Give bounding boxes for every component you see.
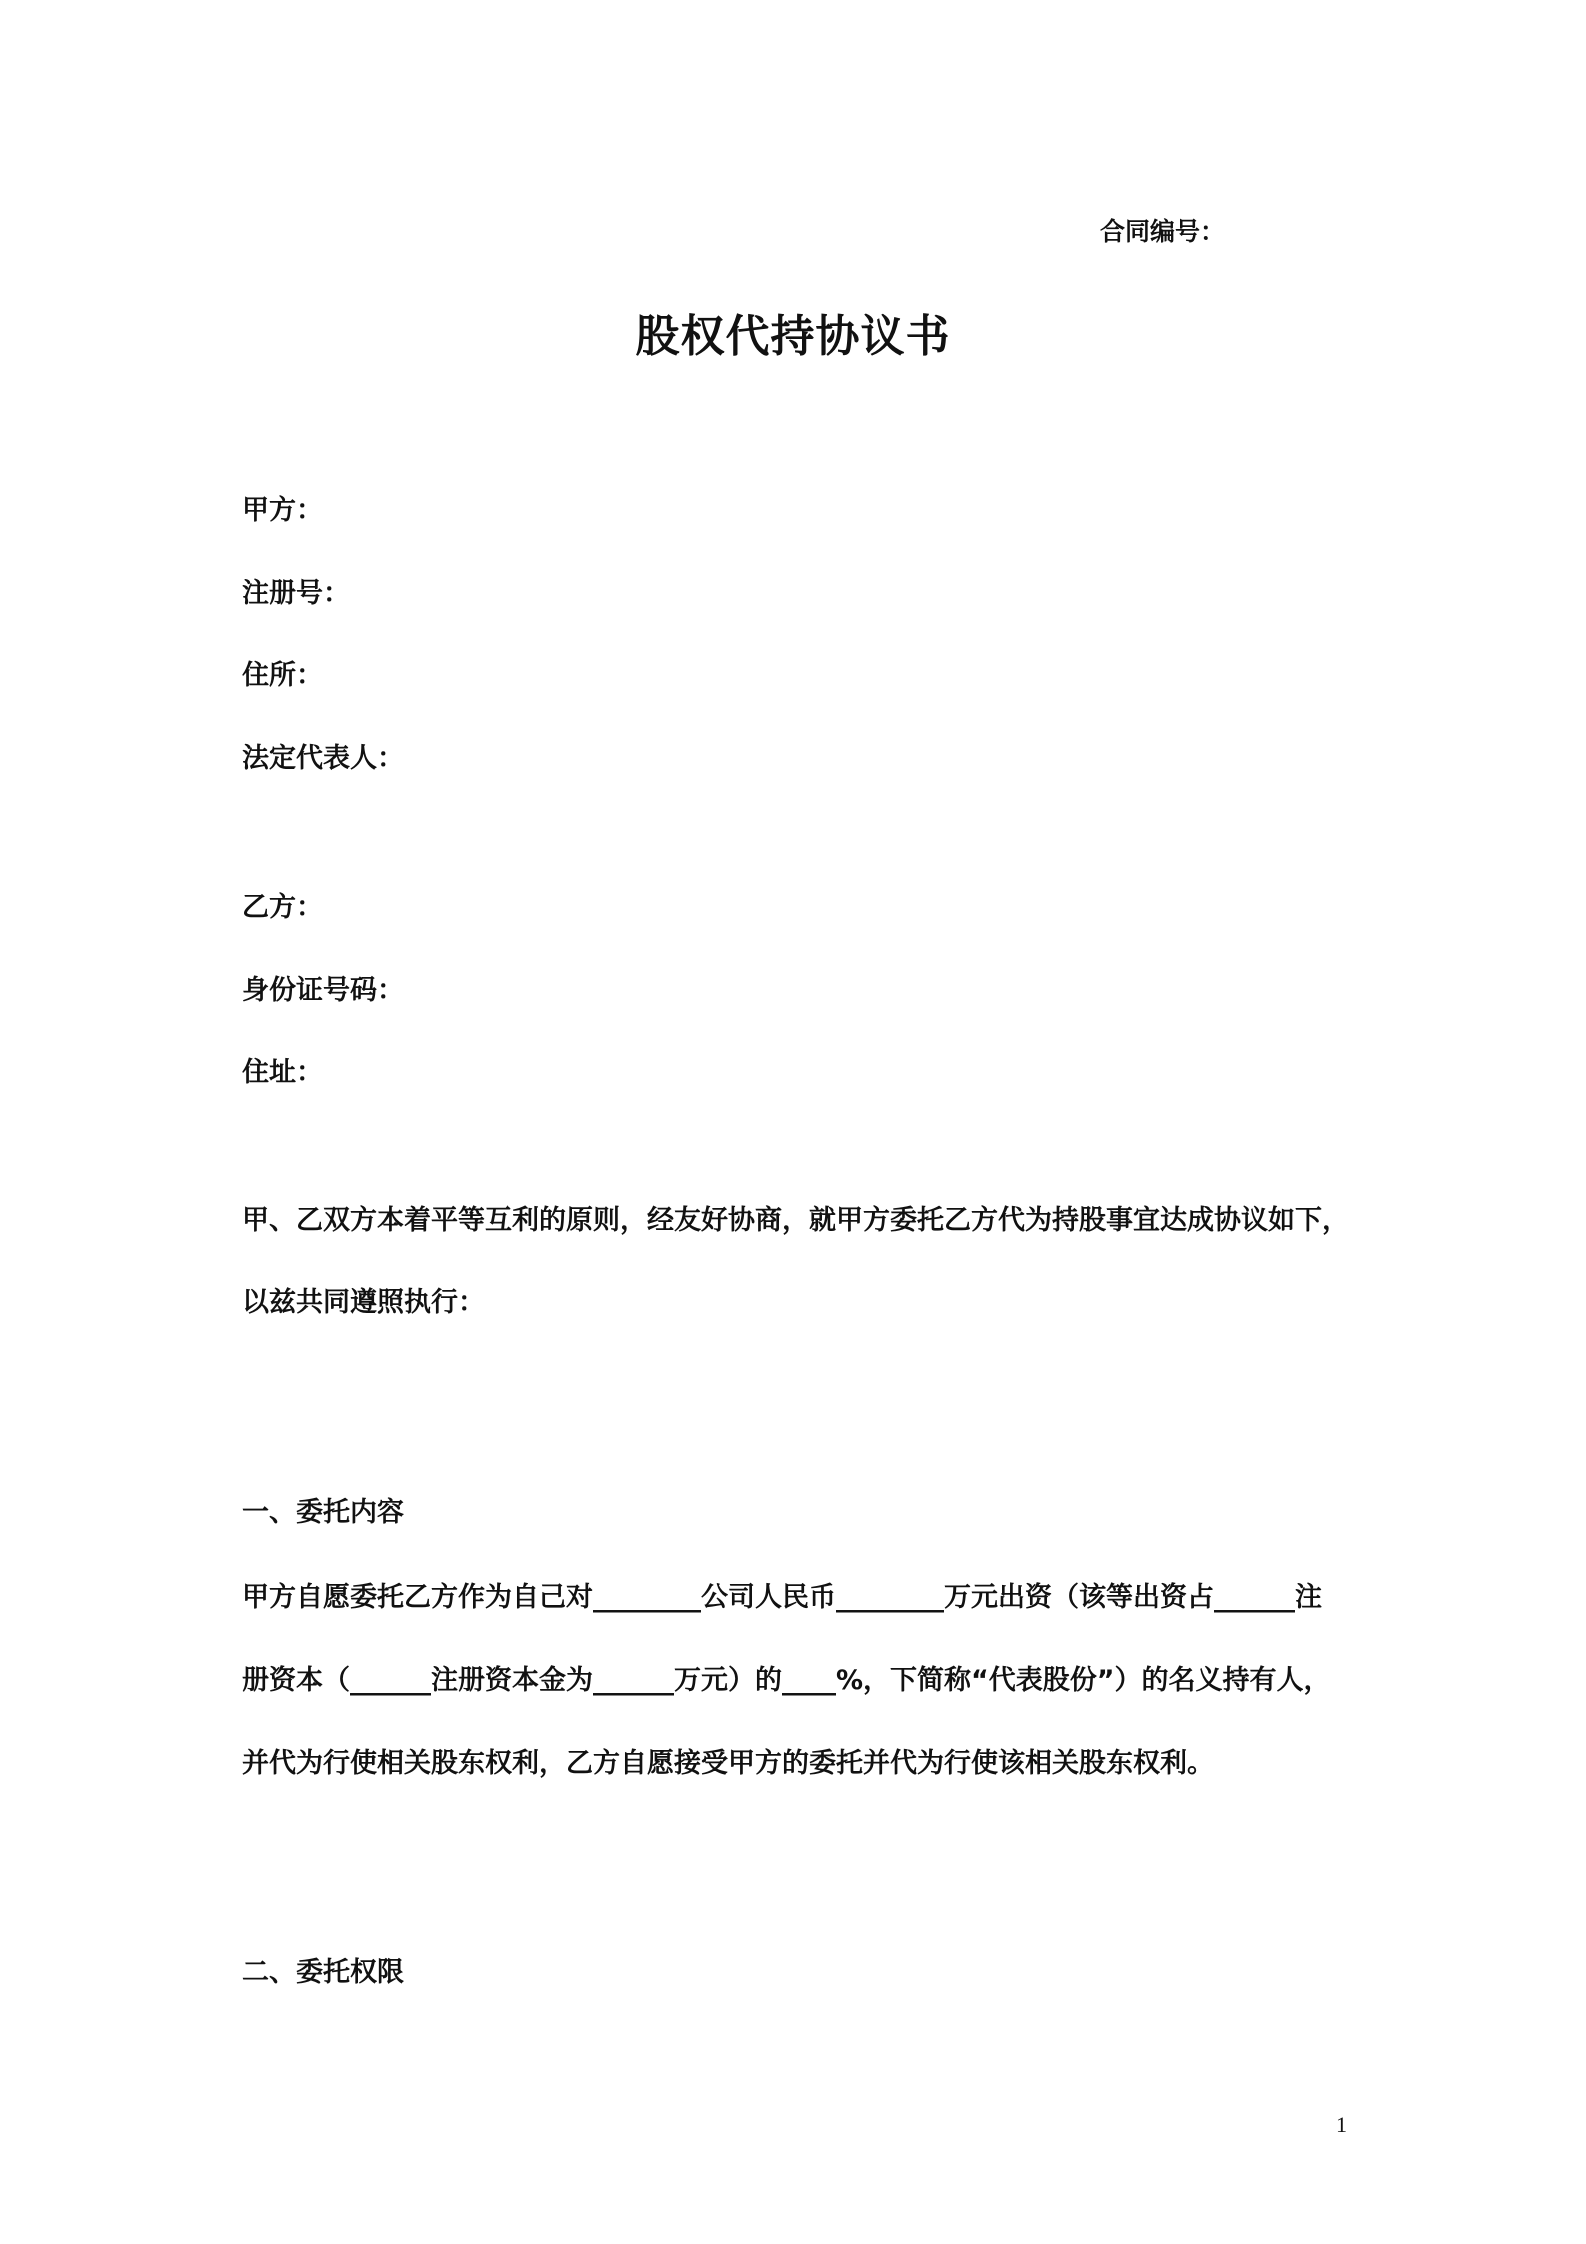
section-1-line-2: 册资本（______注册资本金为______万元）的____%，下简称“代表股份”）的名义持有人， bbox=[242, 1665, 1331, 1696]
document-title: 股权代持协议书 bbox=[635, 311, 951, 362]
party-b-address-label: 住址： bbox=[242, 1057, 323, 1088]
section-1-line-1: 甲方自愿委托乙方作为自己对________公司人民币________万元出资（该等出资占______注 bbox=[242, 1582, 1322, 1613]
party-a-legal-rep-label: 法定代表人： bbox=[242, 743, 404, 774]
party-a-registration-label: 注册号： bbox=[242, 578, 350, 609]
party-b-name-label: 乙方： bbox=[242, 892, 323, 923]
party-b-id-label: 身份证号码： bbox=[242, 975, 404, 1006]
intro-line-1: 甲、乙双方本着平等互利的原则，经友好协商，就甲方委托乙方代为持股事宜达成协议如下， bbox=[242, 1205, 1349, 1236]
intro-line-2: 以兹共同遵照执行： bbox=[242, 1287, 485, 1318]
party-a-name-label: 甲方： bbox=[242, 495, 323, 526]
party-a-address-label: 住所： bbox=[242, 660, 323, 691]
section-1-line-3: 并代为行使相关股东权利，乙方自愿接受甲方的委托并代为行使该相关股东权利。 bbox=[242, 1748, 1214, 1779]
page-number: 1 bbox=[1336, 2112, 1347, 2137]
section-2-heading: 二、委托权限 bbox=[242, 1957, 404, 1988]
contract-number-label: 合同编号： bbox=[1100, 217, 1226, 246]
section-1-heading: 一、委托内容 bbox=[242, 1497, 404, 1528]
